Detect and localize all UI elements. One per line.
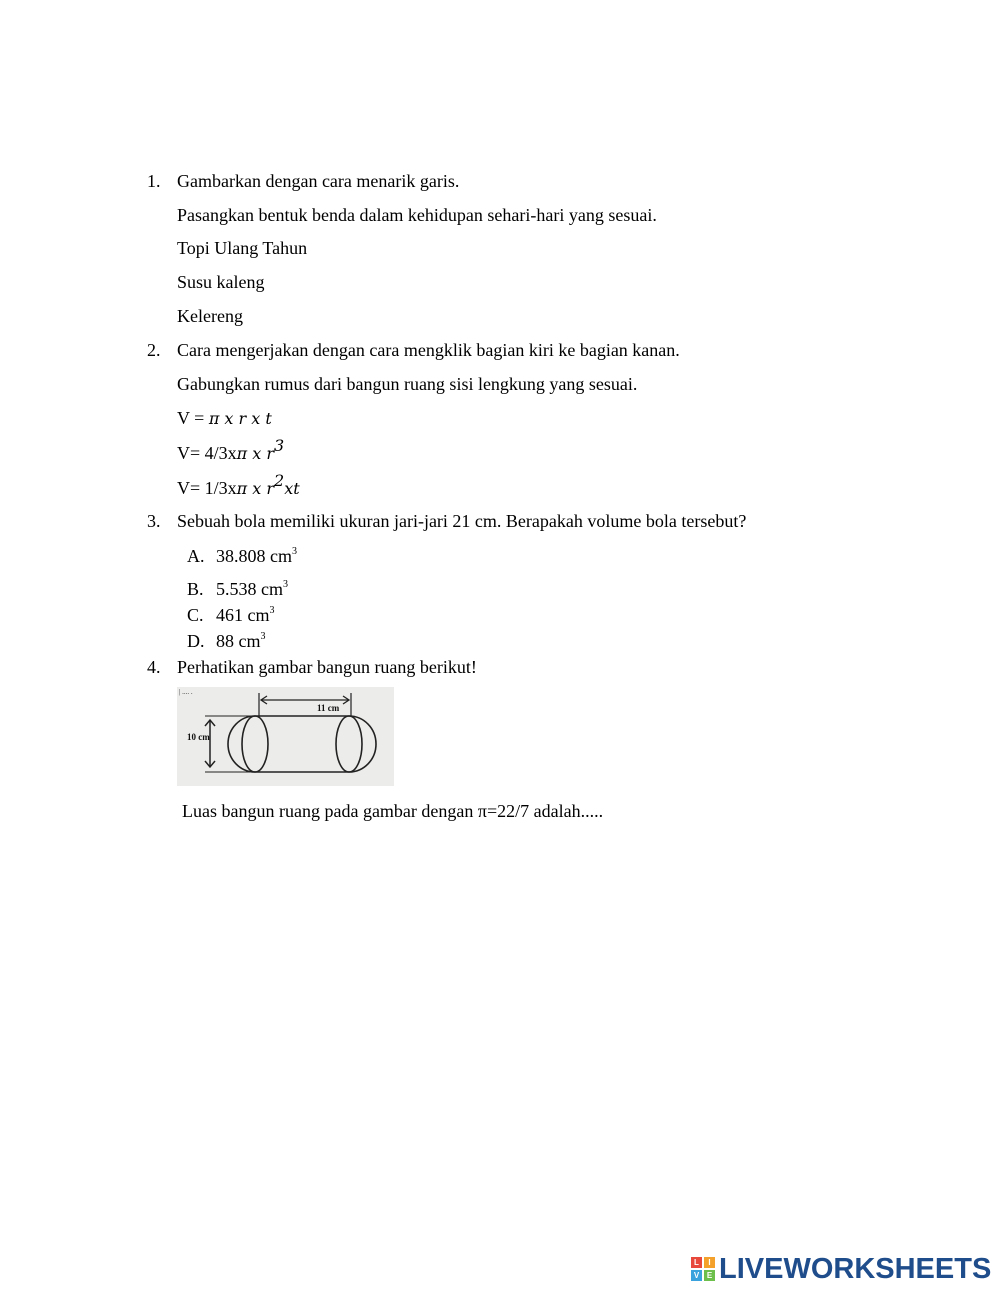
formula-exponent: 3 [274,436,285,455]
option-d[interactable] [216,630,266,652]
capsule-drawing [177,687,394,786]
formula-lhs: V= 1/3x [177,478,237,498]
formula-expr: π x r [236,479,275,498]
question-number: 4. [147,657,161,677]
question-number: 3. [147,511,161,531]
option-letter-d: D. [187,631,205,651]
unit-exponent: 3 [260,631,266,642]
q2-formula-cylinder[interactable] [177,407,272,430]
option-text: 5.538 cm [216,579,283,599]
liveworksheets-logo [691,1254,991,1284]
q4-instruction: Perhatikan gambar bangun ruang berikut! [177,657,477,677]
q1-instruction: Gambarkan dengan cara menarik garis. [177,171,460,191]
q2-formula-cone[interactable] [177,471,300,500]
q4-question: Luas bangun ruang pada gambar dengan π=22/7 adalah..... [182,801,604,821]
logo-cell: V [691,1270,702,1281]
q3-question: Sebuah bola memiliki ukuran jari-jari 21 cm. Berapakah volume bola tersebut? [177,511,747,531]
brand-name: LIVEWORKSHEETS [719,1252,992,1285]
unit-exponent: 3 [283,579,288,590]
logo-cell: L [691,1257,702,1268]
option-b[interactable] [216,578,288,600]
formula-tail: xt [284,479,300,498]
formula-expr: π x r x t [208,409,272,428]
option-letter-a: A. [187,546,205,566]
logo-cell: E [704,1270,715,1281]
q2-instruction: Cara mengerjakan dengan cara mengklik bagian kiri ke bagian kanan. [177,340,680,360]
q2-prompt: Gabungkan rumus dari bangun ruang sisi lengkung yang sesuai. [177,374,638,394]
q1-prompt: Pasangkan bentuk benda dalam kehidupan sehari-hari yang sesuai. [177,205,657,225]
capsule-figure [177,687,394,786]
length-label: 11 cm [317,703,340,713]
q1-item-susu[interactable]: Susu kaleng [177,272,265,292]
q1-item-kelereng[interactable]: Kelereng [177,306,243,326]
formula-lhs: V= 4/3x [177,443,237,463]
q1-item-topi[interactable]: Topi Ulang Tahun [177,238,308,258]
logo-cell: I [704,1257,715,1268]
formula-lhs: V = [177,408,205,428]
option-letter-c: C. [187,605,204,625]
formula-exponent: 2 [274,471,285,490]
question-number: 2. [147,340,161,360]
question-number: 1. [147,171,161,191]
option-letter-b: B. [187,579,204,599]
option-text: 88 cm [216,631,261,651]
option-a[interactable] [216,545,297,567]
option-c[interactable] [216,604,275,626]
unit-exponent: 3 [269,605,275,616]
brand-icon [691,1257,715,1281]
q2-formula-sphere[interactable] [177,436,285,465]
corner-mark: | .... . [179,688,193,696]
option-text: 38.808 cm [216,546,292,566]
option-text: 461 cm [216,605,270,625]
height-label: 10 cm [187,732,210,742]
unit-exponent: 3 [292,546,297,557]
formula-expr: π x r [236,444,275,463]
